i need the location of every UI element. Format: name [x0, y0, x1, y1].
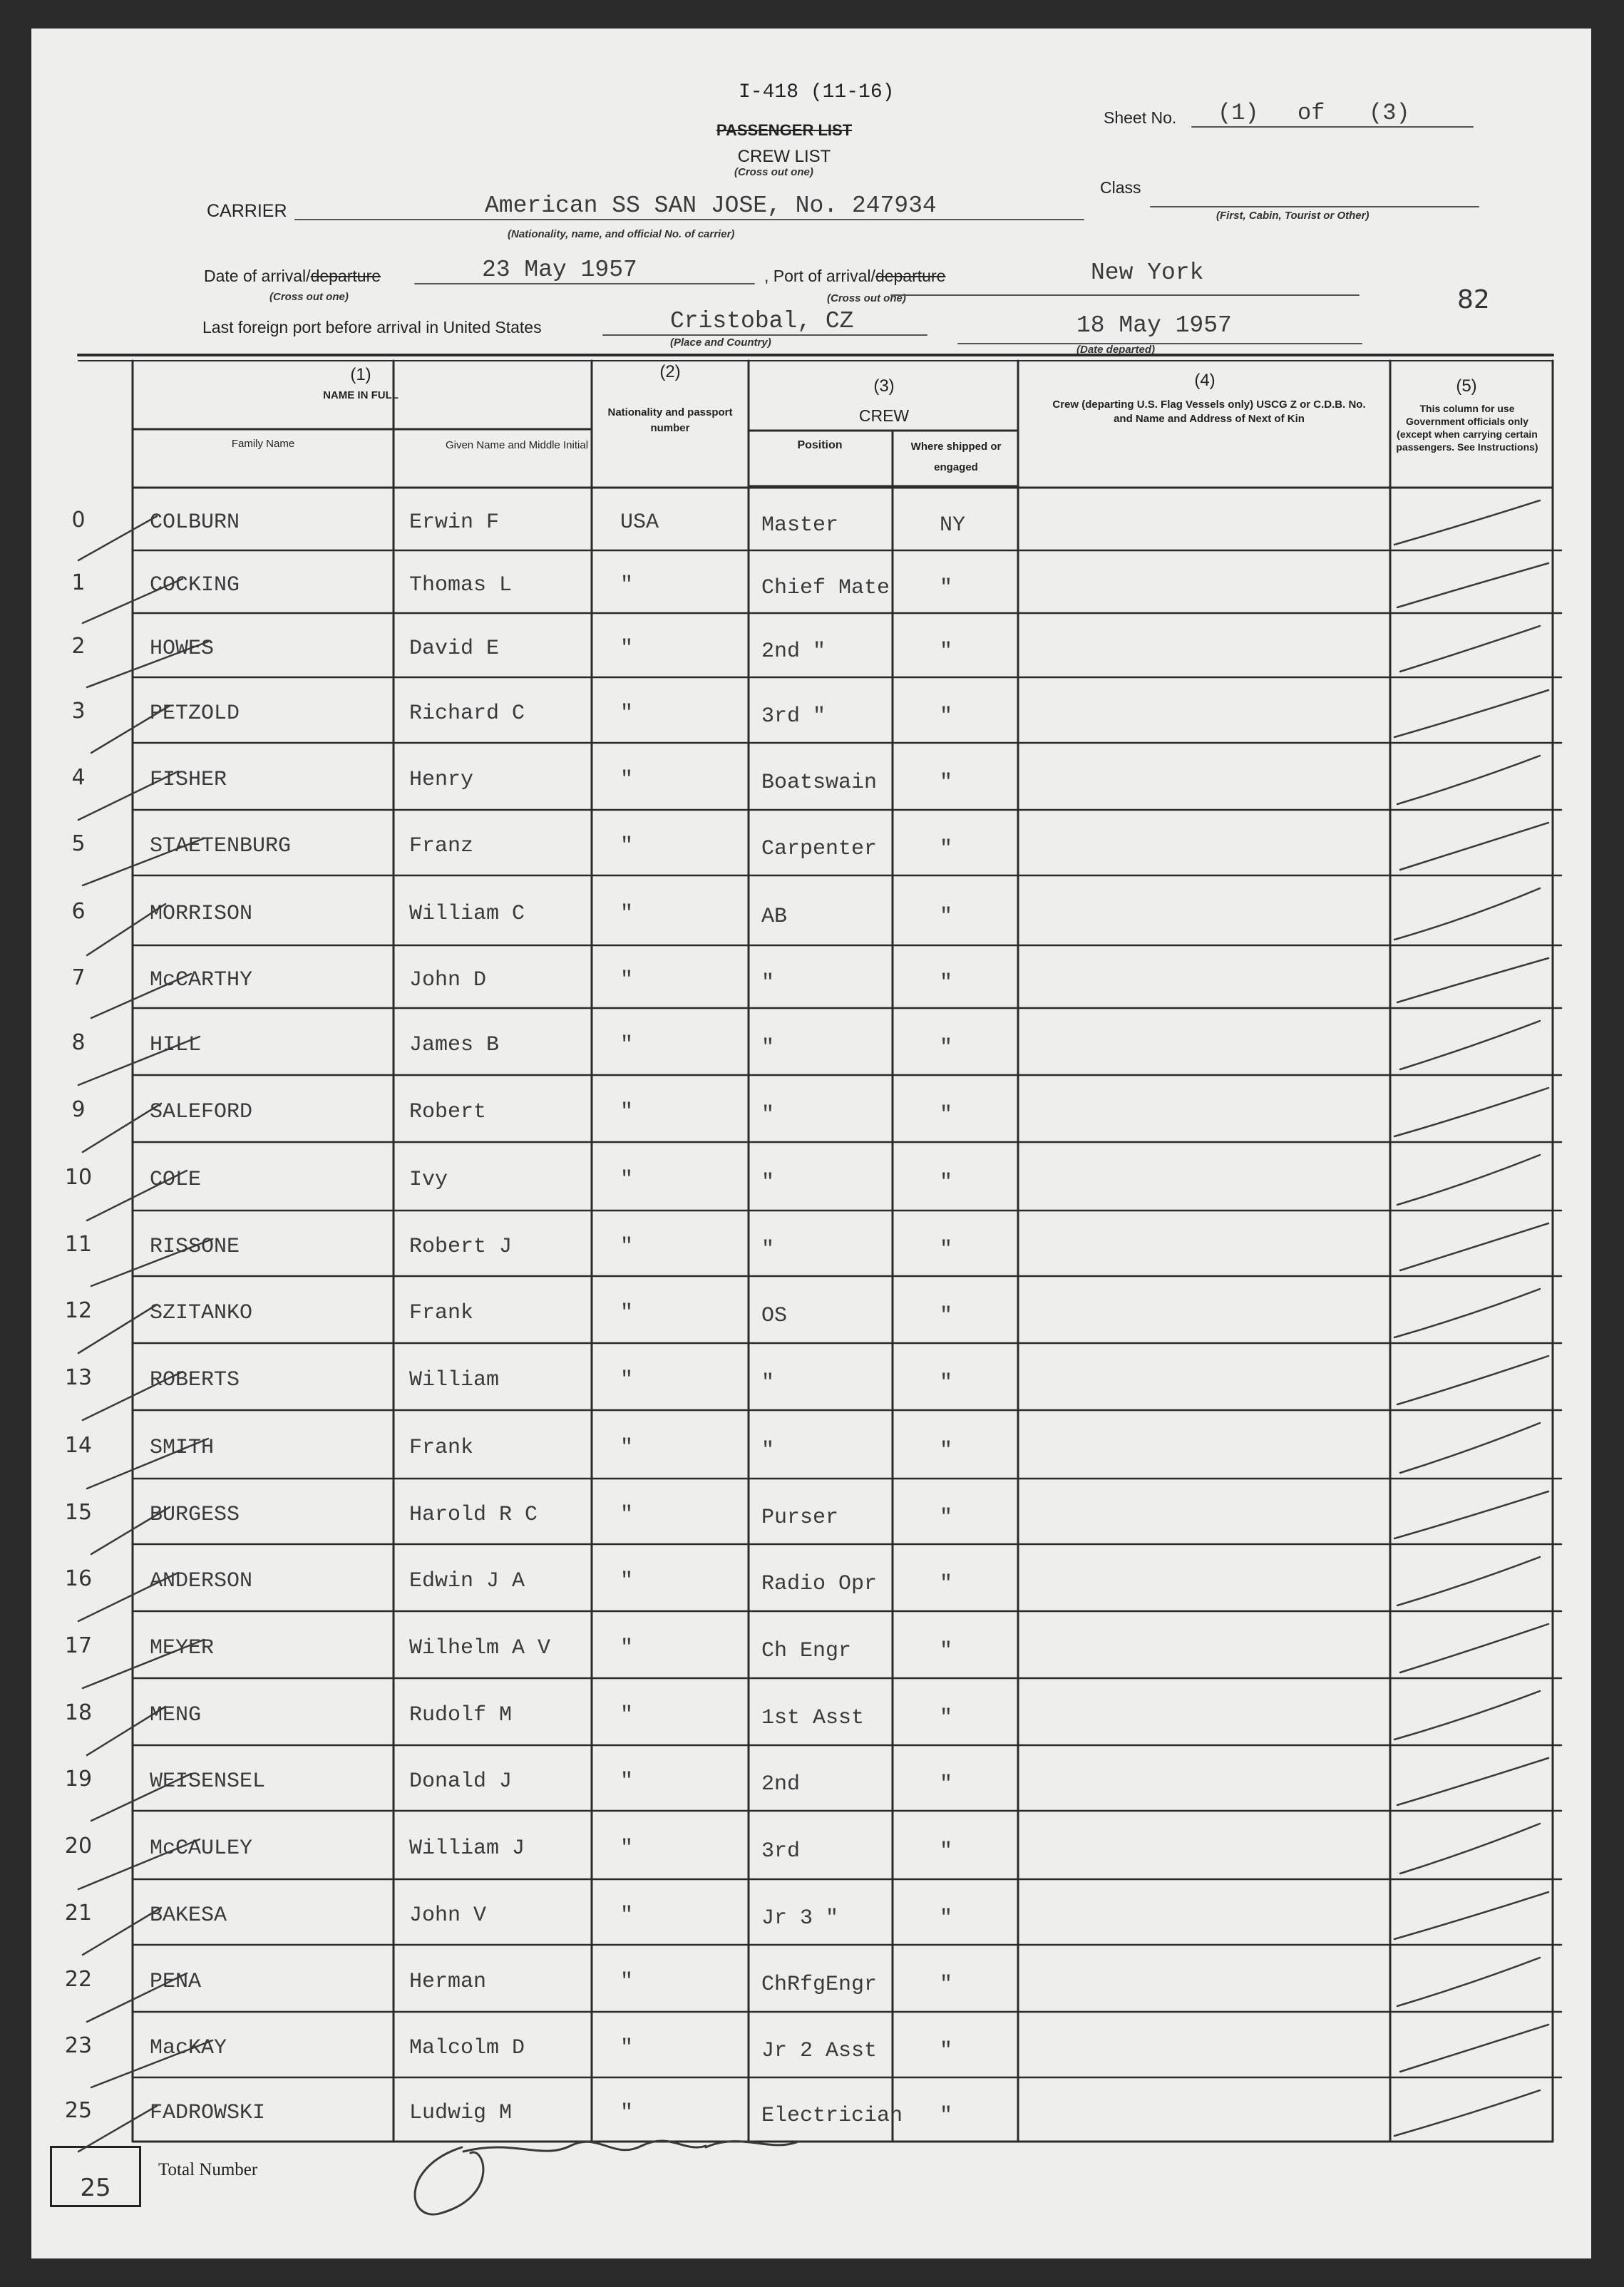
nationality-cell: ": [620, 1769, 634, 1794]
family-name-cell: SZITANKO: [150, 1301, 253, 1325]
row-number: 23: [64, 2033, 93, 2058]
row-number: 6: [71, 899, 86, 924]
shipped-cell: ": [940, 1371, 953, 1395]
tick-mark: [83, 838, 204, 885]
col4-title: Crew (departing U.S. Flag Vessels only) USCG Z or C.D.B. No. and Name and Address of Next of Kin: [1052, 399, 1366, 425]
shipped-cell: ": [940, 971, 953, 995]
arrival-cross-note: (Cross out one): [269, 291, 349, 303]
shipped-cell: ": [940, 905, 953, 929]
row-number: 3: [71, 699, 86, 724]
check-mark: [1394, 1289, 1540, 1337]
family-name-cell: STAETENBURG: [150, 834, 292, 858]
arrival-port-value: New York: [1091, 259, 1204, 286]
tick-mark: [78, 2106, 157, 2152]
last-port-note: (Place and Country): [670, 336, 771, 349]
row-number: 19: [64, 1767, 93, 1792]
nationality-cell: ": [620, 1503, 634, 1527]
shipped-cell: ": [940, 2104, 953, 2128]
check-mark: [1400, 626, 1540, 672]
last-port-date-note: (Date departed): [1076, 344, 1156, 356]
shipped-cell: ": [940, 1973, 953, 1997]
nationality-cell: ": [620, 968, 634, 992]
family-name-cell: ANDERSON: [150, 1569, 253, 1593]
family-name-cell: COLE: [150, 1168, 202, 1192]
col3-number: (3): [873, 376, 895, 396]
check-mark: [1397, 958, 1548, 1002]
position-cell: Chief Mate: [761, 576, 890, 600]
given-name-cell: William C: [409, 902, 525, 926]
family-name-cell: HILL: [150, 1033, 202, 1057]
check-mark: [1397, 756, 1540, 804]
nationality-cell: ": [620, 701, 634, 726]
given-name-cell: Franz: [409, 834, 474, 858]
shipped-cell: ": [940, 1238, 953, 1262]
row-number: 13: [64, 1365, 93, 1390]
check-mark: [1394, 888, 1540, 940]
row-number: 2: [71, 634, 86, 659]
family-name-cell: RISSONE: [150, 1235, 240, 1259]
row-number: 7: [71, 965, 86, 990]
nationality-cell: ": [620, 2101, 634, 2125]
given-name-cell: Frank: [409, 1301, 474, 1325]
check-mark: [1400, 1824, 1540, 1874]
check-mark: [1397, 1557, 1540, 1605]
col2-number: (2): [659, 362, 681, 381]
given-name-cell: John V: [409, 1903, 487, 1928]
col1-title: NAME IN FULL: [323, 389, 399, 401]
row-number: 0: [71, 508, 86, 533]
arrival-port-cross-note: (Cross out one): [827, 292, 906, 304]
shipped-cell: ": [940, 1772, 953, 1797]
check-mark: [1397, 1958, 1540, 2006]
nationality-cell: ": [620, 1703, 634, 1727]
tick-mark: [83, 1104, 161, 1152]
family-name-cell: SALEFORD: [150, 1100, 253, 1124]
row-number: 25: [64, 2098, 93, 2123]
sheet-of: of: [1297, 100, 1325, 126]
check-mark: [1400, 1423, 1540, 1473]
given-name-cell: Ludwig M: [409, 2101, 513, 2125]
shipped-header: Where shipped or engaged: [910, 441, 1002, 473]
nationality-cell: USA: [620, 510, 659, 535]
sheet-label: Sheet No.: [1104, 108, 1177, 127]
position-header: Position: [797, 439, 843, 451]
nationality-cell: ": [620, 1436, 634, 1460]
shipped-cell: ": [940, 837, 953, 861]
nationality-cell: ": [620, 1301, 634, 1325]
shipped-cell: ": [940, 1639, 953, 1663]
form-title: CREW LIST: [737, 147, 831, 166]
nationality-cell: ": [620, 1836, 634, 1861]
given-name-cell: Herman: [409, 1970, 487, 1994]
family-name-cell: MacKAY: [150, 2036, 227, 2060]
row-number: 18: [64, 1700, 93, 1725]
position-cell: OS: [761, 1304, 788, 1328]
tick-mark: [78, 1305, 157, 1353]
col2-title: Nationality and passport number: [607, 406, 733, 434]
col4-number: (4): [1194, 371, 1216, 390]
position-cell: 1st Asst: [761, 1706, 865, 1730]
nationality-cell: ": [620, 902, 634, 926]
given-name-cell: William: [409, 1368, 500, 1392]
nationality-cell: ": [620, 1569, 634, 1593]
tick-mark: [87, 1439, 208, 1489]
tick-mark: [83, 1640, 204, 1688]
tick-mark: [91, 706, 170, 753]
family-name-cell: ROBERTS: [150, 1368, 240, 1392]
row-number: 10: [64, 1165, 93, 1190]
check-mark: [1400, 823, 1548, 870]
tick-mark: [78, 771, 178, 820]
tick-mark: [91, 974, 191, 1018]
form-number: I-418 (11-16): [739, 81, 895, 103]
given-name-cell: Robert: [409, 1100, 487, 1124]
given-name-cell: Henry: [409, 768, 474, 792]
carrier-label: CARRIER: [207, 201, 287, 221]
tick-mark: [78, 1037, 200, 1085]
tick-mark: [91, 1774, 191, 1821]
given-name-cell: Frank: [409, 1436, 474, 1460]
shipped-cell: ": [940, 704, 953, 729]
shipped-cell: ": [940, 1171, 953, 1195]
row-number: 8: [71, 1030, 86, 1055]
col5-title: This column for use Government officials only (except when carrying certain passengers. See Instructions): [1396, 403, 1538, 453]
nationality-cell: ": [620, 1636, 634, 1660]
nationality-cell: ": [620, 834, 634, 858]
row-number: 22: [64, 1967, 93, 1992]
family-name-header: Family Name: [231, 438, 295, 450]
check-mark: [1397, 563, 1548, 607]
last-port-value: Cristobal, CZ: [670, 308, 854, 334]
total-label: Total Number: [158, 2160, 258, 2179]
given-name-cell: Wilhelm A V: [409, 1636, 551, 1660]
nationality-cell: ": [620, 1100, 634, 1124]
page-number: 82: [1457, 285, 1490, 314]
tick-mark: [87, 1171, 187, 1220]
check-mark: [1394, 690, 1548, 737]
given-name-cell: Harold R C: [409, 1503, 538, 1527]
given-name-cell: John D: [409, 968, 487, 992]
position-cell: AB: [761, 905, 788, 929]
position-cell: ": [761, 1238, 775, 1262]
tick-mark: [87, 1707, 165, 1755]
check-mark: [1400, 1021, 1540, 1069]
given-name-cell: Richard C: [409, 701, 525, 726]
position-cell: Ch Engr: [761, 1639, 852, 1663]
nationality-cell: ": [620, 1168, 634, 1192]
arrival-port-label: , Port of arrival/departure: [764, 267, 946, 285]
given-name-cell: Robert J: [409, 1235, 513, 1259]
family-name-cell: MENG: [150, 1703, 202, 1727]
row-number: 20: [64, 1834, 93, 1859]
position-cell: 2nd: [761, 1772, 801, 1797]
position-cell: ": [761, 971, 775, 995]
carrier-value: American SS SAN JOSE, No. 247934: [485, 192, 937, 219]
given-name-cell: Rudolf M: [409, 1703, 513, 1727]
row-number: 12: [64, 1298, 93, 1323]
given-name-cell: James B: [409, 1033, 500, 1057]
family-name-cell: McCAULEY: [150, 1836, 253, 1861]
check-mark: [1397, 1758, 1548, 1805]
shipped-cell: ": [940, 1103, 953, 1127]
row-number: 9: [71, 1097, 86, 1122]
sheet-total: (3): [1369, 100, 1410, 126]
row-number: 15: [64, 1500, 93, 1525]
check-mark: [1394, 1491, 1548, 1538]
position-cell: Radio Opr: [761, 1572, 878, 1596]
nationality-cell: ": [620, 637, 634, 661]
shipped-cell: ": [940, 2039, 953, 2063]
row-number: 17: [64, 1633, 93, 1658]
family-name-cell: SMITH: [150, 1436, 215, 1460]
position-cell: Boatswain: [761, 771, 878, 795]
shipped-cell: ": [940, 771, 953, 795]
position-cell: Master: [761, 513, 839, 538]
check-mark: [1394, 2090, 1540, 2136]
last-port-date: 18 May 1957: [1076, 312, 1232, 339]
row-number: 5: [71, 831, 86, 856]
check-mark: [1394, 1088, 1548, 1136]
tick-mark: [91, 2040, 212, 2087]
row-number: 21: [64, 1901, 93, 1926]
family-name-cell: FADROWSKI: [150, 2101, 266, 2125]
nationality-cell: ": [620, 1368, 634, 1392]
given-name-cell: Edwin J A: [409, 1569, 525, 1593]
family-name-cell: McCARTHY: [150, 968, 253, 992]
nationality-cell: ": [620, 768, 634, 792]
sheet-current: (1): [1218, 100, 1259, 126]
row-number: 4: [71, 765, 86, 790]
tick-mark: [87, 1973, 187, 2022]
carrier-note: (Nationality, name, and official No. of carrier): [508, 228, 735, 240]
shipped-cell: ": [940, 1839, 953, 1864]
position-cell: Jr 3 ": [761, 1906, 839, 1931]
nationality-cell: ": [620, 2036, 634, 2060]
position-cell: Electrician: [761, 2104, 903, 2128]
check-mark: [1400, 2025, 1548, 2072]
tick-mark: [78, 1839, 200, 1889]
position-cell: 3rd: [761, 1839, 801, 1864]
check-mark: [1400, 1624, 1548, 1672]
position-cell: ": [761, 1171, 775, 1195]
family-name-cell: PETZOLD: [150, 701, 240, 726]
total-value: 25: [80, 2174, 111, 2202]
shipped-cell: ": [940, 1439, 953, 1463]
class-note: (First, Cabin, Tourist or Other): [1216, 210, 1369, 222]
tick-mark: [91, 1239, 212, 1286]
check-mark: [1394, 1892, 1548, 1939]
family-name-cell: COLBURN: [150, 510, 240, 535]
arrival-date-value: 23 May 1957: [482, 257, 637, 283]
nationality-cell: ": [620, 1903, 634, 1928]
title-crossed: PASSENGER LIST: [716, 121, 853, 139]
row-number: 1: [71, 570, 86, 595]
col5-number: (5): [1456, 376, 1477, 396]
shipped-cell: ": [940, 1036, 953, 1060]
position-cell: ": [761, 1036, 775, 1060]
shipped-cell: NY: [940, 513, 966, 538]
family-name-cell: WEISENSEL: [150, 1769, 266, 1794]
family-name-cell: FISHER: [150, 768, 227, 792]
position-cell: Carpenter: [761, 837, 878, 861]
shipped-cell: ": [940, 1506, 953, 1530]
family-name-cell: BURGESS: [150, 1503, 240, 1527]
position-cell: Purser: [761, 1506, 839, 1530]
position-cell: ChRfgEngr: [761, 1973, 878, 1997]
col3-title: CREW: [858, 406, 910, 425]
col1-number: (1): [350, 365, 371, 384]
shipped-cell: ": [940, 1906, 953, 1931]
given-name-cell: Thomas L: [409, 573, 513, 597]
class-label: Class: [1100, 178, 1141, 197]
given-name-cell: Ivy: [409, 1168, 448, 1192]
check-mark: [1394, 500, 1540, 545]
signature-scribble: [415, 2141, 798, 2214]
position-cell: ": [761, 1371, 775, 1395]
family-name-cell: MEYER: [150, 1636, 215, 1660]
family-name-cell: BAKESA: [150, 1903, 227, 1928]
position-cell: ": [761, 1439, 775, 1463]
tick-mark: [78, 516, 157, 560]
row-number: 16: [64, 1566, 93, 1591]
shipped-cell: ": [940, 576, 953, 600]
arrival-date-label: Date of arrival/departure: [204, 267, 381, 285]
given-name-cell: William J: [409, 1836, 525, 1861]
tick-mark: [83, 1908, 161, 1955]
family-name-cell: HOWES: [150, 637, 215, 661]
family-name-cell: COCKING: [150, 573, 240, 597]
given-name-cell: David E: [409, 637, 500, 661]
given-name-cell: Donald J: [409, 1769, 513, 1794]
position-cell: 3rd ": [761, 704, 826, 729]
shipped-cell: ": [940, 639, 953, 664]
family-name-cell: PENA: [150, 1970, 202, 1994]
shipped-cell: ": [940, 1304, 953, 1328]
tick-mark: [87, 642, 208, 687]
position-cell: ": [761, 1103, 775, 1127]
tick-mark: [78, 1573, 178, 1621]
check-mark: [1394, 1691, 1540, 1739]
check-mark: [1397, 1356, 1548, 1404]
tick-mark: [87, 904, 165, 955]
position-cell: 2nd ": [761, 639, 826, 664]
nationality-cell: ": [620, 573, 634, 597]
family-name-cell: MORRISON: [150, 902, 253, 926]
nationality-cell: ": [620, 1033, 634, 1057]
row-number: 11: [64, 1232, 93, 1257]
tick-mark: [91, 1507, 170, 1554]
given-name-header: Given Name and Middle Initial: [445, 439, 589, 451]
check-mark: [1397, 1155, 1540, 1205]
nationality-cell: ": [620, 1970, 634, 1994]
shipped-cell: ": [940, 1706, 953, 1730]
last-port-label: Last foreign port before arrival in United States: [202, 318, 542, 336]
nationality-cell: ": [620, 1235, 634, 1259]
position-cell: Jr 2 Asst: [761, 2039, 878, 2063]
title-cross-note: (Cross out one): [734, 166, 813, 178]
row-number: 14: [64, 1433, 93, 1458]
check-mark: [1400, 1223, 1548, 1270]
given-name-cell: Erwin F: [409, 510, 500, 535]
given-name-cell: Malcolm D: [409, 2036, 525, 2060]
shipped-cell: ": [940, 1572, 953, 1596]
